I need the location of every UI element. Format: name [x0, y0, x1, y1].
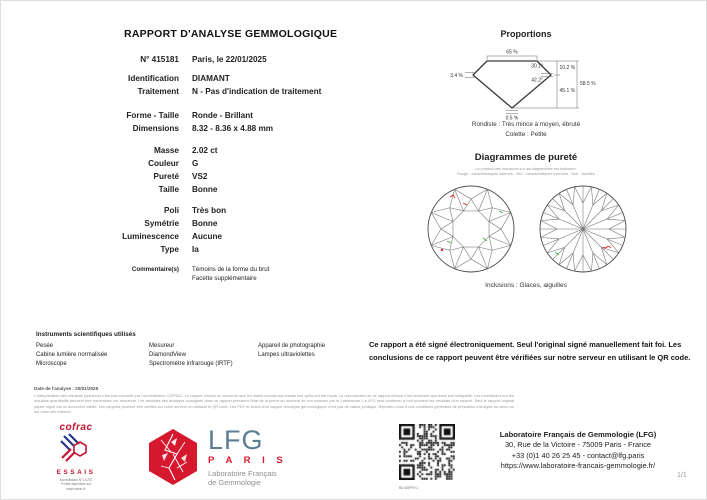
inclusion-mark [499, 211, 503, 213]
signature-note: Ce rapport a été signé électroniquement. Seul l'original signé manuellement fait foi. Les conclusions de ce rapport peuvent être vérifiées sur notre serveur en utilisant le QR code. [369, 340, 691, 362]
inclusion-mark [447, 241, 451, 243]
inclusion-mark [603, 246, 611, 248]
row-purete [36, 170, 418, 183]
row-identification [36, 72, 418, 85]
cofrac-accreditation [41, 478, 111, 491]
cofrac-line: Portée disponible sur [61, 482, 91, 487]
lab-website: https://www.laboratoire-francais-gemmologie.fr/ [500, 461, 656, 471]
field-value: Très bon [192, 206, 227, 215]
instrument-item: Spectromètre infrarouge (IRTF) [149, 361, 233, 367]
field-label: Traitement [137, 87, 179, 96]
lab-phone-email: +33 (0)1 40 26 25 45 - contact@lfg.paris [511, 450, 645, 460]
table-percent-label: 65 % [506, 49, 518, 56]
instruments-column-1 [36, 342, 107, 369]
instrument-item: Pesée [36, 343, 54, 349]
row-commentaires [36, 265, 418, 283]
purity-note-1: La position des inclusions sur les diagrammes est indicative. [475, 167, 577, 171]
page-title: RAPPORT D'ANALYSE GEMMOLOGIQUE [124, 28, 338, 40]
purity-title: Diagrammes de pureté [474, 152, 578, 163]
cofrac-emblem-icon [59, 433, 93, 463]
lfg-acronym: LFG [208, 425, 264, 455]
field-value: 2.02 ct [192, 146, 218, 155]
field-label: Identification [128, 74, 179, 83]
qr-block [399, 424, 457, 490]
comments-values [192, 265, 418, 283]
row-forme-taille [36, 109, 418, 122]
field-value: Aucune [192, 232, 223, 241]
lab-name: Laboratoire Français de Gemmologie (LFG) [499, 430, 657, 439]
comment-line: Facette supplémentaire [192, 275, 257, 282]
proportions-diagram [429, 47, 699, 127]
lfg-logo [147, 425, 288, 487]
lfg-hexagon-icon [147, 428, 199, 486]
field-label: Poli [163, 206, 179, 215]
report-fields [36, 28, 418, 283]
analysis-date: Date de l'analyse : 20/01/2025 [34, 386, 99, 391]
report-number: N° 415181 [140, 55, 179, 64]
row-poli [36, 204, 418, 217]
instruments-title: Instruments scientifiques utilisés [36, 331, 136, 338]
field-label: Couleur [148, 159, 179, 168]
lfg-city: P A R I S [208, 455, 288, 466]
row-dimensions [36, 122, 418, 135]
purity-note-2: Rouge : caractéristiques internes - Vert : caractéristiques externes - Noir : facettes [457, 172, 595, 176]
girdle-percent-label: 3.4 % [450, 73, 463, 79]
culet-percent-label: 0.5 % [505, 115, 519, 122]
field-label: Taille [158, 185, 179, 194]
cofrac-logo [41, 422, 111, 491]
pavilion-angle-label: 42.2° [531, 77, 543, 84]
lfg-name-line: Laboratoire Français [208, 469, 277, 478]
crown-view-diagram [428, 186, 514, 272]
row-number-date [36, 53, 418, 66]
cofrac-wordmark: cofrac [59, 422, 93, 433]
crown-height-label: 10.2 % [559, 65, 576, 71]
row-luminescence [36, 230, 418, 243]
lfg-name-line: de Gemmologie [208, 478, 261, 487]
crown-angle-label: 30.1° [531, 63, 543, 70]
field-value: Ia [192, 245, 199, 254]
qr-code-label: BD-W2PRY-1 [399, 486, 419, 490]
instruments-column-3 [258, 342, 325, 360]
field-value: Ronde - Brillant [192, 111, 253, 120]
row-taille [36, 183, 418, 196]
cofrac-essais-label: ESSAIS [56, 469, 96, 476]
legal-disclaimer: L'interprétation des résultats (opinions) n'est pas couverte par l'accréditation COFRAC. Le rapport d'essai ne concerne que les objets soumis aux essais tels qu'ils ont été reçus. La reproduction de ce rapport d'essai n'est autorisée que dans son intégralité. Les incertitudes sur les résultats quantitatifs peuvent être transmises sur demande. Les résultats des analyses consignés dans ce rapport précisent l'état de la pierre au moment de son examen par le Laboratoire. Le LFG peut confirmer à tout moment les résultats d'un rapport. Seul le rapport original papier signé est un document valide. Les rapports peuvent être vérifiés sur notre serveur en utilisant le QR code. Les PDF et scans d'un rapport d'analyse gemmologique n'ont pas de valeur juridique. Reportez-vous à nos conditions générales de prestation d'analyse au verso ou sur notre site internet. [34, 393, 514, 414]
field-label: Symétrie [144, 219, 179, 228]
row-masse [36, 144, 418, 157]
lfg-logo-text [208, 425, 288, 487]
field-label: Pureté [153, 172, 179, 181]
field-label: Type [160, 245, 179, 254]
inclusions-summary: Inclusions : Glaces, aiguilles [485, 282, 567, 289]
instruments-column-2 [149, 342, 233, 369]
instrument-item: Appareil de photographie [258, 343, 326, 349]
field-value: 8.32 - 8.36 x 4.88 mm [192, 124, 274, 133]
field-value: DIAMANT [192, 74, 230, 83]
proportions-title: Proportions [500, 29, 552, 39]
field-label: Luminescence [122, 232, 179, 241]
total-depth-label: 58.5 % [580, 81, 596, 87]
field-label: Masse [153, 146, 179, 155]
cofrac-line: www.cofrac.fr [66, 486, 86, 491]
field-value: N - Pas d'indication de traitement [192, 87, 322, 96]
field-value: Bonne [192, 219, 218, 228]
row-couleur [36, 157, 418, 170]
instrument-item: DiamondView [149, 352, 186, 358]
pavilion-depth-label: 45.1 % [559, 88, 576, 94]
field-label: Forme - Taille [126, 111, 179, 120]
purity-diagrams [421, 182, 651, 282]
qr-code [399, 424, 455, 480]
pavilion-view-diagram [540, 186, 626, 272]
culet-note: Colette : Petite [505, 131, 547, 138]
row-traitement [36, 85, 418, 98]
instrument-item: Mesureur [149, 343, 175, 349]
instrument-item: Lampes ultraviolettes [258, 352, 315, 358]
row-type [36, 243, 418, 256]
report-place-date: Paris, le 22/01/2025 [192, 55, 267, 64]
inclusion-mark [463, 203, 467, 205]
instrument-item: Microscope [36, 361, 67, 367]
lab-contact-block [461, 430, 695, 472]
lab-address: 30, Rue de la Victoire - 75009 Paris - France [504, 440, 652, 450]
field-label: Dimensions [132, 124, 179, 133]
comment-line: Témoins de la forme du brut [192, 266, 270, 273]
comments-label: Commentaire(s) [131, 266, 179, 273]
field-value: Bonne [192, 185, 218, 194]
field-value: VS2 [192, 172, 208, 181]
cofrac-line: Accréditation N°1-6767 [59, 478, 93, 482]
inclusion-mark [441, 249, 443, 251]
row-symetrie [36, 217, 418, 230]
instrument-item: Cabine lumière normalisée [36, 352, 108, 358]
field-value: G [192, 159, 199, 168]
page-number: 1/1 [677, 472, 687, 479]
girdle-note: Rondiste : Très mince à moyen, ébruté [471, 121, 581, 128]
lfg-full-name [208, 469, 287, 487]
